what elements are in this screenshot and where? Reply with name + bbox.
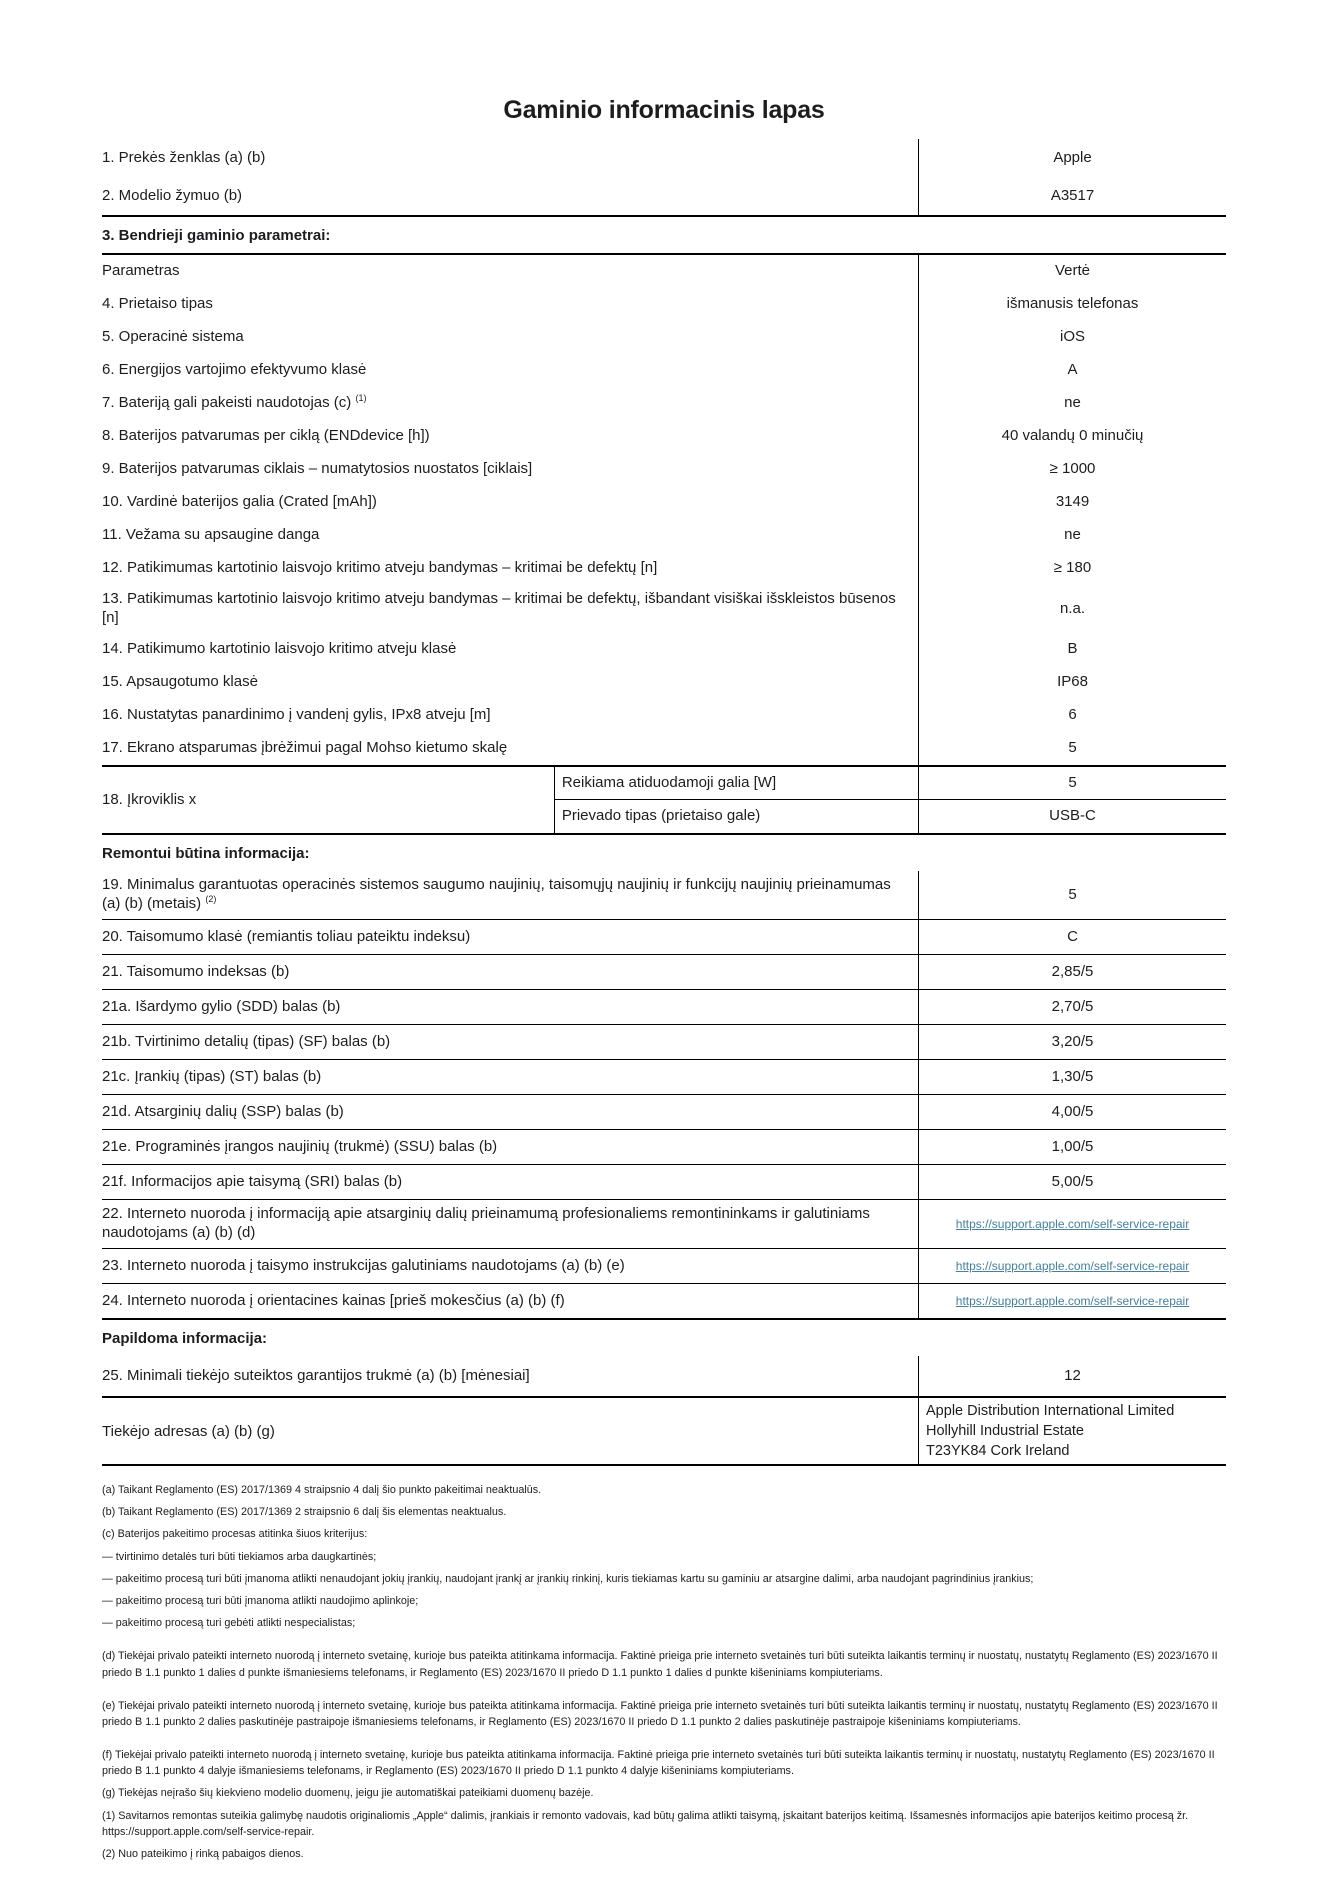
footnote: (1) Savitarnos remontas suteikia galimybę naudotis originaliomis „Apple“ dalimis, įrankiais ir remonto vadovais, kad būtų galima atlikti taisymą, įskaitant baterijos keitimą. Išsamesnės informacijos apie baterijos keitimo procesą žr. https://support.apple.com/self-service-repair. [102, 1809, 1189, 1838]
row-label: 21e. Programinės įrangos naujinių (trukmė) (SSU) balas (b) [102, 1137, 498, 1155]
row-value: A3517 [918, 177, 1226, 215]
supplier-address-line: Apple Distribution International Limited [926, 1403, 1175, 1419]
row-value: ne [918, 387, 1226, 420]
row-value: ≥ 1000 [918, 453, 1226, 486]
row-value: 5 [918, 871, 1226, 919]
row-label: 15. Apsaugotumo klasė [102, 673, 258, 691]
footnote: (e) Tiekėjai privalo pateikti interneto nuorodą į interneto svetainę, kurioje bus pateikta atitinkama informacija. Faktinė prieiga prie interneto svetainės turi būti suteikta laikantis terminų ir nuostatų, nustatytų Reglamento (ES) 2023/1670 II priedo B 1.1 punkto 2 dalies paskutinėje pastraipoje išmaniesiems telefonams, ir Reglamento (ES) 2023/1670 II priedo D 1.1 punkto 2 dalies paskutinėje pastraipoje kišeniniams kompiuteriams. [102, 1699, 1218, 1728]
row-value: IP68 [918, 666, 1226, 699]
table-row [102, 585, 1226, 633]
row-label: 8. Baterijos patvarumas per ciklą (ENDdevice [h]) [102, 427, 430, 445]
row-value: 3,20/5 [918, 1025, 1226, 1059]
footnote: — pakeitimo procesą turi būti įmanoma atlikti nenaudojant jokių įrankių, naudojant įrankį ar įrankių rinkinį, kuris tiekiamas kartu su gaminiu ar atsargine dalimi, arba naudojant pagrindinius įrankius; [102, 1572, 1034, 1585]
row-label: Tiekėjo adresas (a) (b) (g) [102, 1422, 275, 1440]
product-information-sheet [102, 0, 1226, 1862]
footnote: (2) Nuo pateikimo į rinką pabaigos dienos. [102, 1848, 304, 1860]
row-value: C [918, 920, 1226, 954]
row-label: 21c. Įrankių (tipas) (ST) balas (b) [102, 1067, 322, 1085]
table-row [102, 387, 1226, 420]
row-label: 7. Bateriją gali pakeisti naudotojas (c) $^{(1)}$ [102, 393, 367, 412]
table-row [102, 990, 1226, 1025]
table-row [102, 139, 1226, 177]
row-label: 16. Nustatytas panardinimo į vandenį gylis, IPx8 atveju [m] [102, 706, 491, 724]
footnote: (f) Tiekėjai privalo pateikti interneto nuorodą į interneto svetainę, kurioje bus pateikta atitinkama informacija. Faktinė prieiga prie interneto svetainės turi būti suteikta laikantis terminų ir nuostatų, nustatytų Reglamento (ES) 2023/1670 II priedo B 1.1 punkto 4 dalyje išmaniesiems telefonams, ir Reglamento (ES) 2023/1670 II priedo D 1.1 punkto 4 dalyje kišeniniams kompiuteriams. [102, 1749, 1215, 1778]
row-value: 1,30/5 [918, 1060, 1226, 1094]
row-label: 21. Taisomumo indeksas (b) [102, 962, 290, 980]
charger-subrow-label: Prievado tipas (prietaiso gale) [554, 800, 918, 833]
table-row [102, 920, 1226, 955]
row-value: n.a. [918, 585, 1226, 633]
row-value: išmanusis telefonas [918, 288, 1226, 321]
supplier-address-line: T23YK84 Cork Ireland [926, 1443, 1070, 1459]
row-label: 24. Interneto nuoroda į orientacines kainas [prieš mokesčius (a) (b) (f) [102, 1291, 565, 1309]
row-value: A [918, 354, 1226, 387]
table-row [102, 1284, 1226, 1320]
row-label: 2. Modelio žymuo (b) [102, 186, 243, 204]
table-row [102, 1130, 1226, 1165]
row-label: 9. Baterijos patvarumas ciklais – numatytosios nuostatos [ciklais] [102, 460, 533, 478]
footnote: (a) Taikant Reglamento (ES) 2017/1369 4 straipsnio 4 dalį šio punkto pakeitimai neaktualūs. [102, 1484, 542, 1496]
row-value: 40 valandų 0 minučių [918, 420, 1226, 453]
charger-subrow-label: Reikiama atiduodamoji galia [W] [554, 767, 918, 800]
warranty-row [102, 1356, 1226, 1398]
table-row [102, 699, 1226, 732]
row-value: 2,70/5 [918, 990, 1226, 1024]
table-row [102, 321, 1226, 354]
row-label: 4. Prietaiso tipas [102, 295, 213, 313]
charger-row-group [102, 765, 1226, 835]
row-label: 25. Minimali tiekėjo suteiktos garantijos trukmė (a) (b) [mėnesiai] [102, 1366, 530, 1384]
row-label: Parametras [102, 262, 180, 280]
self-service-repair-link[interactable]: https://support.apple.com/self-service-repair [955, 1216, 1190, 1231]
table-row [102, 1249, 1226, 1284]
row-value: Apple [918, 139, 1226, 177]
row-label: 21b. Tvirtinimo detalių (tipas) (SF) balas (b) [102, 1032, 391, 1050]
row-value: 5,00/5 [918, 1165, 1226, 1199]
row-label: 20. Taisomumo klasė (remiantis toliau pateiktu indeksu) [102, 927, 471, 945]
row-label: 14. Patikimumo kartotinio laisvojo kritimo atveju klasė [102, 640, 457, 658]
footnote: — tvirtinimo detalės turi būti tiekiamos arba daugkartinės; [102, 1550, 377, 1563]
self-service-repair-link[interactable]: https://support.apple.com/self-service-repair [955, 1258, 1190, 1273]
table-row [102, 255, 1226, 288]
row-value: 5 [918, 732, 1226, 765]
row-label: 5. Operacinė sistema [102, 328, 244, 346]
charger-subrow-value: 5 [918, 767, 1226, 800]
row-value [918, 1249, 1226, 1283]
row-value [918, 1284, 1226, 1318]
row-label: 10. Vardinė baterijos galia (Crated [mAh]) [102, 493, 377, 511]
supplier-address [918, 1398, 1226, 1464]
row-label: 1. Prekės ženklas (a) (b) [102, 148, 266, 166]
table-row [102, 552, 1226, 585]
table-row [102, 666, 1226, 699]
footnote: (d) Tiekėjai privalo pateikti interneto nuorodą į interneto svetainę, kurioje bus pateikta atitinkama informacija. Faktinė prieiga prie interneto svetainės turi būti suteikta laikantis terminų ir nuostatų, nustatytų Reglamento (ES) 2023/1670 II priedo B 1.1 punkto 1 dalies d punkte išmaniesiems telefonams, ir Reglamento (ES) 2023/1670 II priedo D 1.1 punkto 1 dalies d punkte kišeniniams kompiuteriams. [102, 1650, 1218, 1679]
row-label: 12. Patikimumas kartotinio laisvojo kritimo atveju bandymas – kritimai be defektų [n] [102, 559, 658, 577]
row-value: 6 [918, 699, 1226, 732]
footnote: — pakeitimo procesą turi būti įmanoma atlikti naudojimo aplinkoje; [102, 1594, 419, 1607]
footnote: — pakeitimo procesą turi gebėti atlikti nespecialistas; [102, 1617, 356, 1630]
table-row [102, 177, 1226, 215]
footnotes [102, 1466, 1226, 1862]
row-value: 1,00/5 [918, 1130, 1226, 1164]
general-parameters-table [102, 255, 1226, 765]
row-label: 21d. Atsarginių dalių (SSP) balas (b) [102, 1102, 344, 1120]
page-title: Gaminio informacinis lapas [503, 96, 825, 124]
table-row [102, 1200, 1226, 1249]
row-label: 11. Vežama su apsaugine danga [102, 526, 320, 544]
row-value: Vertė [918, 255, 1226, 288]
table-row [102, 732, 1226, 765]
row-value: iOS [918, 321, 1226, 354]
row-label: 13. Patikimumas kartotinio laisvojo kritimo atveju bandymas – kritimai be defektų, išbandant visiškai išskleistos būsenos [n] [102, 590, 896, 626]
table-row [102, 288, 1226, 321]
row-label: 21f. Informacijos apie taisymą (SRI) balas (b) [102, 1172, 403, 1190]
row-label: 17. Ekrano atsparumas įbrėžimui pagal Mohso kietumo skalę [102, 739, 508, 757]
table-row [102, 871, 1226, 920]
row-value: 12 [918, 1356, 1226, 1396]
charger-subrow-value: USB-C [918, 800, 1226, 833]
brand-model-table [102, 139, 1226, 217]
footnote: (b) Taikant Reglamento (ES) 2017/1369 2 straipsnio 6 dalį šis elementas neaktualus. [102, 1506, 507, 1519]
row-label-superscript: (1) [355, 393, 367, 404]
row-value [918, 1200, 1226, 1248]
table-row [102, 955, 1226, 990]
table-row [102, 1095, 1226, 1130]
section-additional-header: Papildoma informacija: [102, 1329, 268, 1347]
row-value: ≥ 180 [918, 552, 1226, 585]
repair-information-table [102, 871, 1226, 1320]
row-label-superscript: (2) [205, 894, 217, 904]
footnote: (c) Baterijos pakeitimo procesas atitinka šiuos kriterijus: [102, 1528, 368, 1541]
table-row [102, 1060, 1226, 1095]
section-general-header: 3. Bendrieji gaminio parametrai: [102, 217, 1226, 255]
table-row [102, 354, 1226, 387]
row-label: 6. Energijos vartojimo efektyvumo klasė [102, 361, 367, 379]
row-label: 22. Interneto nuoroda į informaciją apie atsarginių dalių prieinamumą profesionaliems remontininkams ir galutiniams naudotojams (a) (b) (d) [102, 1205, 870, 1241]
table-row [102, 453, 1226, 486]
table-row [102, 633, 1226, 666]
row-value: ne [918, 519, 1226, 552]
table-row [102, 1025, 1226, 1060]
row-value: B [918, 633, 1226, 666]
supplier-address-line: Hollyhill Industrial Estate [926, 1423, 1084, 1439]
row-label: 21a. Išardymo gylio (SDD) balas (b) [102, 997, 341, 1015]
table-row [102, 519, 1226, 552]
table-row [102, 1165, 1226, 1200]
footnote: (g) Tiekėjas neįrašo šių kiekvieno modelio duomenų, jeigu jie automatiškai pateikiami duomenų bazėje. [102, 1787, 594, 1800]
section-repair-header: Remontui būtina informacija: [102, 844, 310, 862]
table-row [102, 420, 1226, 453]
row-value: 4,00/5 [918, 1095, 1226, 1129]
supplier-address-row [102, 1398, 1226, 1466]
row-label: 18. Įkroviklis x [102, 790, 197, 808]
row-label: 23. Interneto nuoroda į taisymo instrukcijas galutiniams naudotojams (a) (b) (e) [102, 1256, 625, 1274]
row-value: 2,85/5 [918, 955, 1226, 989]
row-value: 3149 [918, 486, 1226, 519]
row-label: 19. Minimalus garantuotas operacinės sistemos saugumo naujinių, taisomųjų naujinių ir funkcijų naujinių prieinamumas (a) (b) (metais) $^{(2)}$ [102, 876, 891, 912]
table-row [102, 486, 1226, 519]
self-service-repair-link[interactable]: https://support.apple.com/self-service-repair [955, 1293, 1190, 1308]
